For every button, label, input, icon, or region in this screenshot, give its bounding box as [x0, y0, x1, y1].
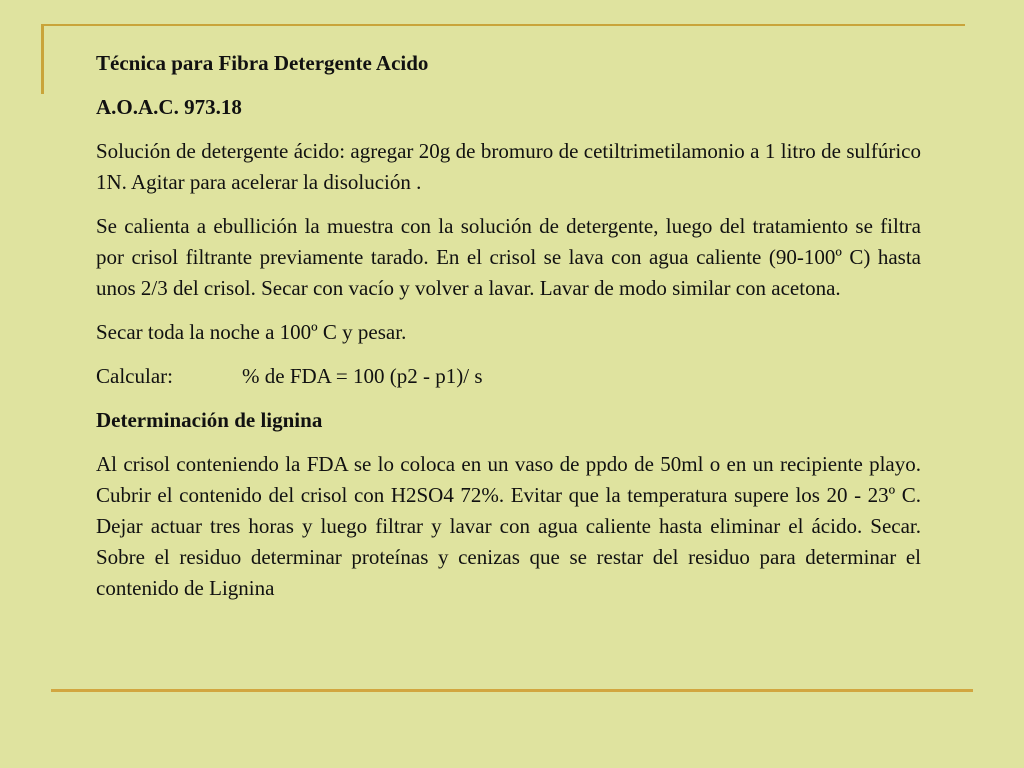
paragraph-solution: Solución de detergente ácido: agregar 20g de bromuro de cetiltrimetilamonio a 1 litro de sulfúrico 1N. Agitar para acelerar la disolución .: [96, 139, 921, 194]
paragraph-drying: Secar toda la noche a 100º C y pesar.: [96, 320, 407, 344]
calculation-row: [96, 361, 921, 392]
method-code: A.O.A.C. 973.18: [96, 95, 242, 119]
frame-bottom-line: [51, 689, 973, 692]
frame-top-line: [41, 24, 965, 26]
paragraph-heating: Se calienta a ebullición la muestra con la solución de detergente, luego del tratamiento se filtra por crisol filtrante previamente tarado. En el crisol se lava con agua caliente (90-100º C) hasta unos 2/3 del crisol. Secar con vacío y volver a lavar. Lavar de modo similar con acetona.: [96, 214, 921, 300]
slide-title: Técnica para Fibra Detergente Acido: [96, 51, 429, 75]
slide-content: [96, 48, 921, 617]
calculation-label: Calcular:: [96, 364, 173, 388]
lignin-heading: Determinación de lignina: [96, 408, 323, 432]
calculation-formula: % de FDA = 100 (p2 - p1)/ s: [242, 364, 483, 388]
frame-vertical-line: [41, 24, 44, 94]
paragraph-lignin: Al crisol conteniendo la FDA se lo coloca en un vaso de ppdo de 50ml o en un recipiente playo. Cubrir el contenido del crisol con H2SO4 72%. Evitar que la temperatura supere los 20 - 23º C. Dejar actuar tres horas y luego filtrar y lavar con agua caliente hasta eliminar el ácido. Secar. Sobre el residuo determinar proteínas y cenizas que se restar del residuo para determinar el contenido de Lignina: [96, 452, 921, 600]
